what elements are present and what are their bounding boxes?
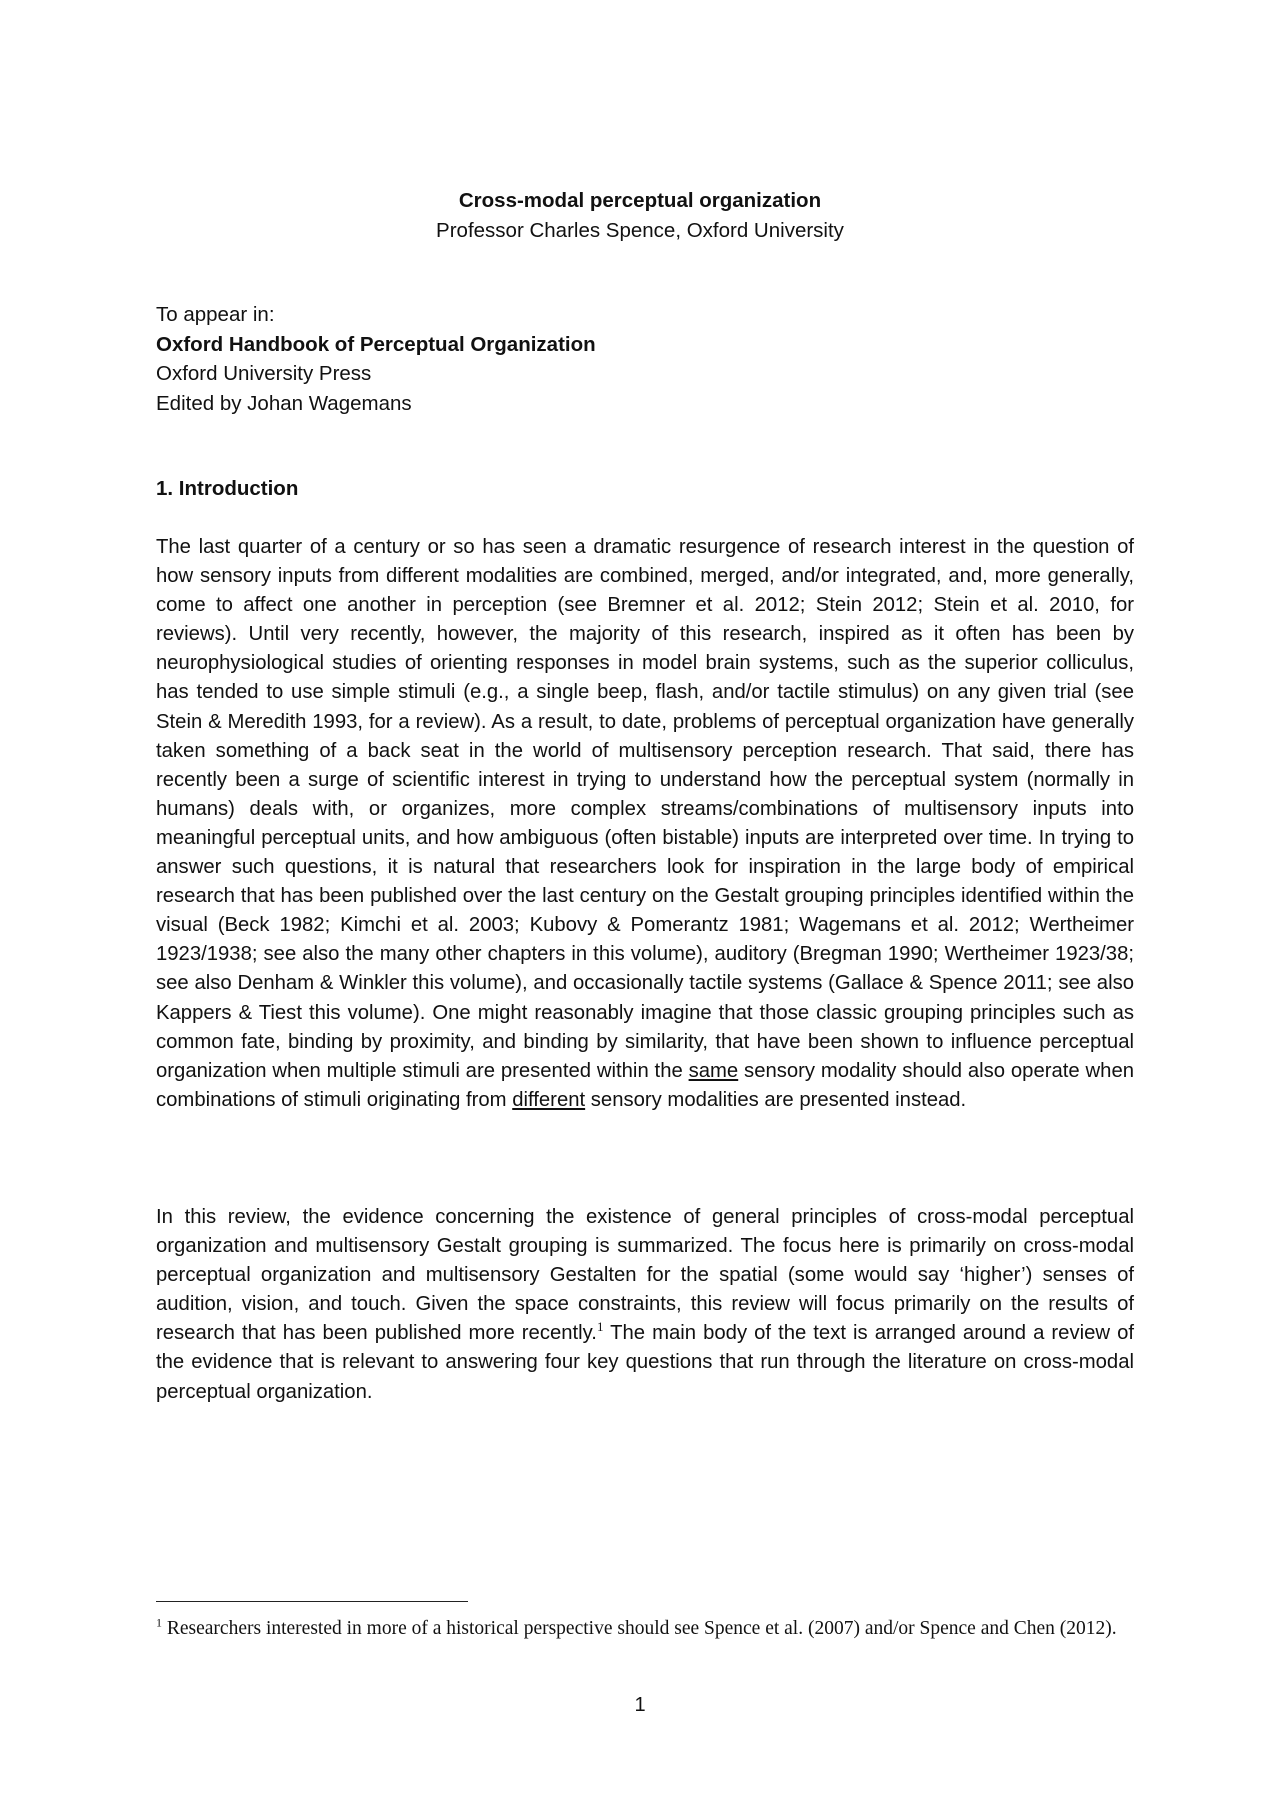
appear-label: To appear in: [156, 303, 275, 326]
handbook-title: Oxford Handbook of Perceptual Organization [156, 332, 596, 356]
footnote [156, 1616, 1134, 1641]
emphasis-different: different [512, 1088, 586, 1111]
author-line: Professor Charles Spence, Oxford University [436, 219, 844, 242]
paragraph-1-text-b: sensory modality should also operate when combinations of stimuli originating from [156, 1059, 1134, 1111]
title-block [0, 186, 1280, 246]
paragraph-2-text-b: The main body of the text is arranged around a review of the evidence that is relevant to answering four key questions that run through the literature on cross-modal perceptual organization. [156, 1322, 1134, 1403]
footnote-text: Researchers interested in more of a historical perspective should see Spence et al. (2007) and/or Spence and Chen (2012). [166, 1618, 1117, 1639]
paragraph-2-text-a: In this review, the evidence concerning the existence of general principles of cross-modal perceptual organization and multisensory Gestalt grouping is summarized. The focus here is primarily on cross-modal perceptual organization and multisensory Gestalten for the spatial (some would say ‘higher’) senses of audition, vision, and touch. Given the space constraints, this review will focus primarily on the results of research that has been published more recently. [156, 1206, 1134, 1345]
footnote-reference[interactable]: 1 [596, 1319, 604, 1335]
paragraph-1-text-c: sensory modalities are presented instead. [590, 1088, 967, 1111]
introduction-paragraph-2 [156, 1203, 1134, 1407]
publication-info [156, 300, 1136, 418]
emphasis-same: same [688, 1059, 739, 1082]
editor-line: Edited by Johan Wagemans [156, 391, 412, 415]
paper-title: Cross-modal perceptual organization [458, 189, 822, 212]
publisher-name: Oxford University Press [156, 362, 372, 385]
section-heading-introduction: 1. Introduction [156, 477, 299, 500]
introduction-paragraph-1 [156, 533, 1134, 1115]
footnote-divider [156, 1601, 468, 1602]
page-number: 1 [634, 1694, 646, 1716]
footnote-marker: 1 [156, 1615, 162, 1630]
paragraph-1-text-a: The last quarter of a century or so has seen a dramatic resurgence of research interest in the question of how sensory inputs from different modalities are combined, merged, and/or integrated, and, more generally, come to affect one another in perception (see Bremner et al. 2012; Stein 2012; Stein et al. 2010, for reviews). Until very recently, however, the majority of this research, inspired as it often has been by neurophysiological studies of orienting responses in model brain systems, such as the superior colliculus, has tended to use simple stimuli (e.g., a single beep, flash, and/or tactile stimulus) on any given trial (see Stein & Meredith 1993, for a review). As a result, to date, problems of perceptual organization have generally taken something of a back seat in the world of multisensory perception research. That said, there has recently been a surge of scientific interest in trying to understand how the perceptual system (normally in humans) deals with, or organizes, more complex streams/combinations of multisensory inputs into meaningful perceptual units, and how ambiguous (often bistable) inputs are interpreted over time. In trying to answer such questions, it is natural that researchers look for inspiration in the large body of empirical research that has been published over the last century on the Gestalt grouping principles identified within the visual (Beck 1982; Kimchi et al. 2003; Kubovy & Pomerantz 1981; Wagemans et al. 2012; Wertheimer 1923/1938; see also the many other chapters in this volume), auditory (Bregman 1990; Wertheimer 1923/38; see also Denham & Winkler this volume), and occasionally tactile systems (Gallace & Spence 2011; see also Kappers & Tiest this volume). One might reasonably imagine that those classic grouping principles such as common fate, binding by proximity, and binding by similarity, that have been shown to influence perceptual organization when multiple stimuli are presented within the [156, 536, 1134, 1082]
